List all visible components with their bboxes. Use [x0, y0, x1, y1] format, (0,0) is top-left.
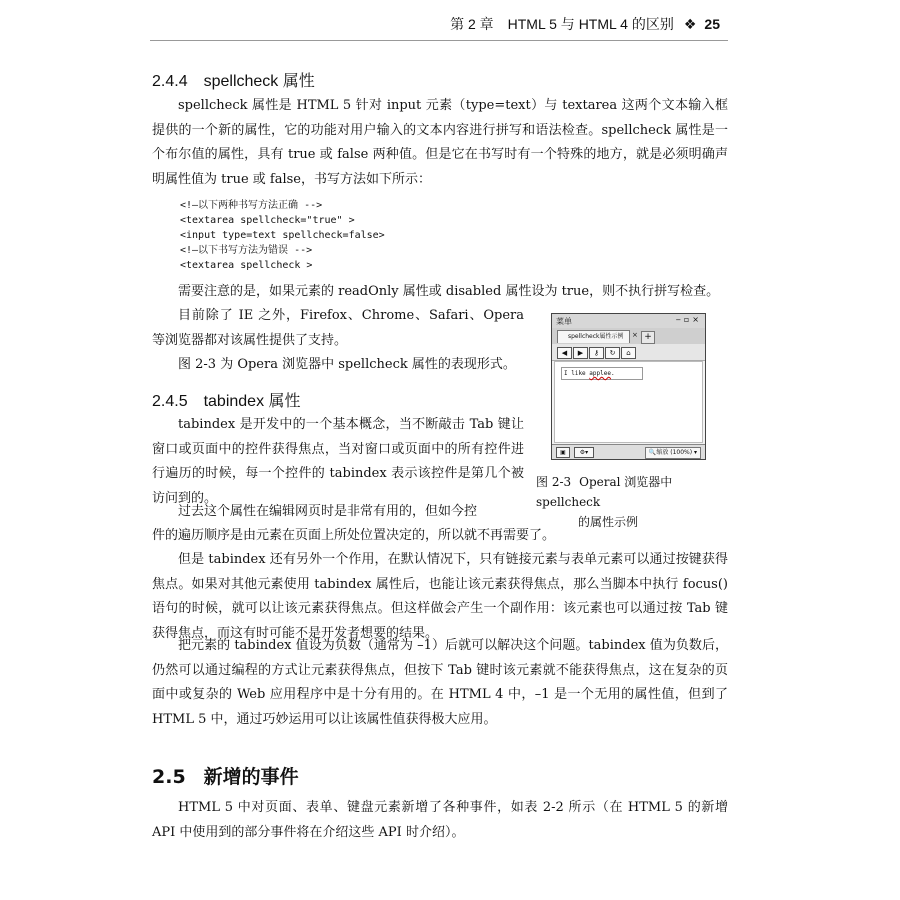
zoom-label: 缩放 (100%): [656, 449, 693, 456]
back-icon: ◀: [557, 347, 572, 359]
caption-line-1: Operal 浏览器中 spellcheck: [536, 475, 673, 509]
diamond-ornament-icon: ❖: [683, 16, 695, 32]
home-icon: ⌂: [621, 347, 636, 359]
header-rule: [150, 40, 728, 41]
key-icon: ⚷: [589, 347, 604, 359]
code-example: <!—以下两种书写方法正确 --> <textarea spellcheck="true" > <input type=text spellcheck=false> <!—以下书写方法为错误 --> <textarea spellcheck >: [180, 200, 385, 271]
opera-menu-button: 菜单: [556, 317, 572, 326]
paragraph-tabindex-negative: 把元素的 tabindex 值设为负数（通常为 –1）后就可以解决这个问题。tabindex 值为负数后，仍然可以通过编程的方式让元素获得焦点，但按下 Tab 键时该元素就不能获得焦点，这在复杂的页面中或复杂的 Web 应用程序中是十分有用的。在 HTML 4 中，–1 是一个无用的属性值，但到了 HTML 5 中，通过巧妙运用可以让该属性值获得极大应用。: [152, 638, 728, 727]
browser-titlebar: [552, 314, 705, 329]
sample-textarea: [561, 367, 643, 380]
browser-toolbar: [552, 344, 705, 361]
window-controls-icon: ‒▫×: [675, 315, 702, 324]
new-tab-icon: +: [641, 331, 655, 344]
paragraph-tabindex-past-b: 件的遍历顺序是由元素在页面上所处位置决定的，所以就不再需要了。: [152, 528, 556, 543]
figure-caption: [536, 472, 732, 532]
forward-icon: ▶: [573, 347, 588, 359]
settings-icon: ⚙▾: [574, 447, 594, 458]
browser-statusbar: [552, 444, 705, 459]
tab-close-icon: ×: [632, 331, 638, 339]
page-number: 25: [704, 16, 720, 32]
paragraph-figure-reference: 图 2-3 为 Opera 浏览器中 spellcheck 属性的表现形式。: [178, 357, 516, 372]
panel-toggle-icon: ▣: [556, 447, 570, 458]
browser-tabbar: [552, 328, 705, 344]
page-header: [450, 14, 720, 34]
chapter-title: 第 2 章 HTML 5 与 HTML 4 的区别: [450, 16, 674, 32]
paragraph-tabindex-past-a: 过去这个属性在编辑网页时是非常有用的，但如今控: [178, 504, 478, 519]
textarea-text: I like: [564, 370, 590, 377]
section-heading-2-5: [152, 762, 299, 789]
browser-tab: spellcheck属性示例: [557, 330, 630, 343]
reload-icon: ↻: [605, 347, 620, 359]
section-heading-2-4-4: 2.4.4 spellcheck 属性: [152, 73, 315, 90]
paragraph-spellcheck-intro: spellcheck 属性是 HTML 5 针对 input 元素（type=text）与 textarea 这两个文本输入框提供的一个新的属性，它的功能对用户输入的文本内容进行拼写和语法检查。spellcheck 属性是一个布尔值的属性，具有 true 或 false 两种值。但是它在书写时有一个特殊的地方，就是必须明确声明属性值为 true 或 false，书写方法如下所示：: [152, 98, 728, 187]
caption-number: 图 2-3: [536, 475, 572, 489]
paragraph-browser-support: 目前除了 IE 之外，Firefox、Chrome、Safari、Opera 等浏览器都对该属性提供了支持。: [152, 308, 524, 348]
section-heading-2-4-5: 2.4.5 tabindex 属性: [152, 393, 301, 410]
caption-line-2: 的属性示例: [578, 515, 639, 529]
misspelled-word: applee: [589, 370, 611, 377]
section-title: 新增的事件: [203, 766, 299, 788]
browser-viewport: [554, 361, 703, 443]
paragraph-readonly-note: 需要注意的是，如果元素的 readOnly 属性或 disabled 属性设为 true，则不执行拼写检查。: [178, 284, 720, 299]
paragraph-tabindex-focus: 但是 tabindex 还有另外一个作用，在默认情况下，只有链接元素与表单元素可以通过按键获得焦点。如果对其他元素使用 tabindex 属性后，也能让该元素获得焦点，那么当脚本中执行 focus() 语句的时候，就可以让该元素获得焦点。但这样做会产生一个副作用：该元素也可以通过按 Tab 键获得焦点，而这有时可能不是开发者想要的结果。: [152, 552, 728, 641]
section-number: 2.5: [152, 766, 186, 788]
paragraph-new-events: HTML 5 中对页面、表单、键盘元素新增了各种事件，如表 2-2 所示（在 HTML 5 的新增 API 中使用到的部分事件将在介绍这些 API 时介绍）。: [152, 800, 728, 840]
zoom-control: 🔍缩放 (100%) ▾: [645, 447, 701, 459]
paragraph-tabindex-intro: tabindex 是开发中的一个基本概念，当不断敲击 Tab 键让窗口或页面中的控件获得焦点，当对窗口或页面中的所有控件进行遍历的时候，每一个控件的 tabindex 表示该控件是第几个被访问到的。: [152, 417, 524, 506]
figure-opera-screenshot: [551, 313, 706, 460]
textarea-period: .: [610, 370, 615, 377]
